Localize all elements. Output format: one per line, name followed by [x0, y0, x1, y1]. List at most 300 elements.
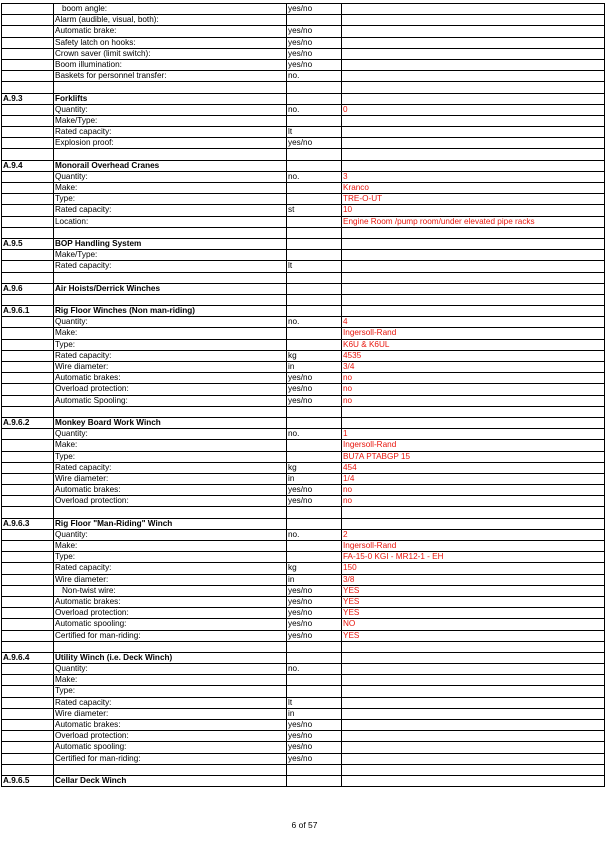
table-row [2, 261, 605, 272]
section-number-cell [2, 585, 54, 596]
item-label-cell: Explosion proof: [54, 138, 287, 149]
section-number-cell [2, 171, 54, 182]
section-number-cell [2, 529, 54, 540]
value-cell [342, 138, 605, 149]
value-cell [342, 283, 605, 294]
table-row [2, 630, 605, 641]
item-label-cell: Quantity: [54, 171, 287, 182]
table-row [2, 183, 605, 194]
section-number-cell [2, 742, 54, 753]
item-label-cell: Make: [54, 541, 287, 552]
section-number-cell [2, 373, 54, 384]
unit-cell [287, 194, 342, 205]
table-row [2, 171, 605, 182]
section-number-cell [2, 205, 54, 216]
value-cell [342, 82, 605, 93]
section-number-cell: A.9.4 [2, 160, 54, 171]
item-label-cell: Rated capacity: [54, 563, 287, 574]
value-cell [342, 720, 605, 731]
section-number-cell [2, 127, 54, 138]
section-number-cell [2, 440, 54, 451]
section-header-row [2, 306, 605, 317]
item-label-cell: Quantity: [54, 664, 287, 675]
section-number-cell [2, 753, 54, 764]
table-row [2, 339, 605, 350]
item-label-cell: Make/Type: [54, 115, 287, 126]
section-number-cell [2, 294, 54, 305]
section-number-cell [2, 619, 54, 630]
value-cell [342, 753, 605, 764]
value-cell [342, 238, 605, 249]
item-label-cell: Wire diameter: [54, 473, 287, 484]
value-cell: 2 [342, 529, 605, 540]
value-cell: no [342, 395, 605, 406]
value-cell [342, 731, 605, 742]
item-label-cell: Rated capacity: [54, 350, 287, 361]
value-cell: FA-15-0 KGI - MR12-1 - EH [342, 552, 605, 563]
unit-cell [287, 541, 342, 552]
item-label-cell [54, 227, 287, 238]
item-label-cell: Rated capacity: [54, 127, 287, 138]
unit-cell: no. [287, 171, 342, 182]
unit-cell: yes/no [287, 395, 342, 406]
value-cell: no [342, 384, 605, 395]
value-cell [342, 417, 605, 428]
table-row [2, 596, 605, 607]
value-cell [342, 294, 605, 305]
unit-cell: no. [287, 104, 342, 115]
table-row [2, 753, 605, 764]
table-row [2, 451, 605, 462]
section-number-cell [2, 764, 54, 775]
unit-cell: yes/no [287, 496, 342, 507]
table-row [2, 697, 605, 708]
section-number-cell [2, 115, 54, 126]
table-row [2, 26, 605, 37]
section-number-cell [2, 462, 54, 473]
unit-cell: yes/no [287, 384, 342, 395]
unit-cell: yes/no [287, 731, 342, 742]
section-number-cell [2, 641, 54, 652]
table-row [2, 115, 605, 126]
section-number-cell [2, 194, 54, 205]
section-number-cell [2, 552, 54, 563]
spacer-row [2, 641, 605, 652]
table-row [2, 317, 605, 328]
section-number-cell [2, 104, 54, 115]
section-number-cell [2, 216, 54, 227]
table-row [2, 384, 605, 395]
value-cell [342, 261, 605, 272]
section-header-row [2, 93, 605, 104]
unit-cell: in [287, 574, 342, 585]
unit-cell: yes/no [287, 373, 342, 384]
table-row [2, 529, 605, 540]
unit-cell: no. [287, 429, 342, 440]
section-number-cell: A.9.6.4 [2, 652, 54, 663]
unit-cell [287, 686, 342, 697]
section-number-cell [2, 708, 54, 719]
table-row [2, 250, 605, 261]
item-label-cell: Type: [54, 339, 287, 350]
value-cell: Ingersoll-Rand [342, 440, 605, 451]
section-number-cell [2, 686, 54, 697]
value-cell: YES [342, 585, 605, 596]
table-row [2, 708, 605, 719]
item-label-cell: Quantity: [54, 429, 287, 440]
section-number-cell [2, 675, 54, 686]
table-row [2, 4, 605, 15]
section-number-cell: A.9.6.3 [2, 518, 54, 529]
unit-cell: yes/no [287, 26, 342, 37]
table-row [2, 350, 605, 361]
item-label-cell: Type: [54, 451, 287, 462]
unit-cell [287, 652, 342, 663]
section-number-cell [2, 731, 54, 742]
value-cell: Kranco [342, 183, 605, 194]
unit-cell [287, 15, 342, 26]
section-number-cell [2, 630, 54, 641]
item-label-cell [54, 272, 287, 283]
value-cell [342, 697, 605, 708]
unit-cell [287, 294, 342, 305]
unit-cell: yes/no [287, 59, 342, 70]
unit-cell: no. [287, 317, 342, 328]
item-label-cell: Monkey Board Work Winch [54, 417, 287, 428]
value-cell [342, 127, 605, 138]
section-number-cell: A.9.3 [2, 93, 54, 104]
section-number-cell [2, 183, 54, 194]
unit-cell: yes/no [287, 619, 342, 630]
section-number-cell [2, 395, 54, 406]
value-cell: 4 [342, 317, 605, 328]
table-row [2, 720, 605, 731]
value-cell [342, 149, 605, 160]
section-number-cell: A.9.5 [2, 238, 54, 249]
unit-cell [287, 115, 342, 126]
spacer-row [2, 406, 605, 417]
unit-cell [287, 250, 342, 261]
table-row [2, 563, 605, 574]
item-label-cell: Rated capacity: [54, 261, 287, 272]
table-row [2, 205, 605, 216]
value-cell: Engine Room /pump room/under elevated pipe racks [342, 216, 605, 227]
table-row [2, 742, 605, 753]
unit-cell: yes/no [287, 596, 342, 607]
page-number: 6 of 57 [291, 820, 318, 830]
item-label-cell: Overload protection: [54, 731, 287, 742]
value-cell: no [342, 496, 605, 507]
value-cell [342, 250, 605, 261]
table-row [2, 59, 605, 70]
item-label-cell: Automatic brakes: [54, 373, 287, 384]
item-label-cell: Automatic brakes: [54, 720, 287, 731]
item-label-cell [54, 764, 287, 775]
value-cell [342, 227, 605, 238]
unit-cell [287, 183, 342, 194]
section-number-cell [2, 48, 54, 59]
value-cell [342, 59, 605, 70]
value-cell [342, 518, 605, 529]
value-cell [342, 406, 605, 417]
section-number-cell [2, 339, 54, 350]
unit-cell: lt [287, 261, 342, 272]
table-row [2, 373, 605, 384]
value-cell [342, 641, 605, 652]
value-cell [342, 775, 605, 786]
unit-cell [287, 283, 342, 294]
unit-cell [287, 238, 342, 249]
value-cell [342, 664, 605, 675]
item-label-cell [54, 82, 287, 93]
item-label-cell: BOP Handling System [54, 238, 287, 249]
value-cell: no [342, 373, 605, 384]
section-number-cell [2, 596, 54, 607]
section-header-row [2, 518, 605, 529]
value-cell: Ingersoll-Rand [342, 541, 605, 552]
section-number-cell: A.9.6.2 [2, 417, 54, 428]
value-cell [342, 37, 605, 48]
section-number-cell [2, 429, 54, 440]
value-cell [342, 306, 605, 317]
section-header-row [2, 652, 605, 663]
table-row [2, 552, 605, 563]
table-row [2, 731, 605, 742]
unit-cell [287, 149, 342, 160]
unit-cell: in [287, 362, 342, 373]
value-cell: 1 [342, 429, 605, 440]
item-label-cell: Make/Type: [54, 250, 287, 261]
item-label-cell: Location: [54, 216, 287, 227]
value-cell: 454 [342, 462, 605, 473]
unit-cell: lt [287, 697, 342, 708]
table-row [2, 429, 605, 440]
item-label-cell: Overload protection: [54, 384, 287, 395]
spacer-row [2, 507, 605, 518]
item-label-cell: Quantity: [54, 317, 287, 328]
value-cell [342, 764, 605, 775]
value-cell [342, 708, 605, 719]
section-number-cell [2, 71, 54, 82]
item-label-cell: Automatic brake: [54, 26, 287, 37]
table-row [2, 574, 605, 585]
value-cell [342, 15, 605, 26]
table-row [2, 362, 605, 373]
item-label-cell: Boom illumination: [54, 59, 287, 70]
unit-cell: st [287, 205, 342, 216]
value-cell: YES [342, 630, 605, 641]
item-label-cell: Overload protection: [54, 496, 287, 507]
section-number-cell [2, 328, 54, 339]
value-cell [342, 507, 605, 518]
unit-cell: yes/no [287, 753, 342, 764]
section-number-cell [2, 15, 54, 26]
item-label-cell: Automatic spooling: [54, 742, 287, 753]
unit-cell [287, 306, 342, 317]
table-row [2, 485, 605, 496]
unit-cell: yes/no [287, 608, 342, 619]
unit-cell [287, 406, 342, 417]
item-label-cell: Automatic brakes: [54, 485, 287, 496]
unit-cell: kg [287, 563, 342, 574]
unit-cell: in [287, 708, 342, 719]
value-cell [342, 93, 605, 104]
value-cell [342, 742, 605, 753]
value-cell: NO [342, 619, 605, 630]
value-cell [342, 675, 605, 686]
section-number-cell [2, 485, 54, 496]
table-row [2, 664, 605, 675]
value-cell [342, 48, 605, 59]
value-cell [342, 686, 605, 697]
value-cell: TRE-O-UT [342, 194, 605, 205]
item-label-cell: Make: [54, 328, 287, 339]
item-label-cell: Safety latch on hooks: [54, 37, 287, 48]
section-number-cell [2, 59, 54, 70]
item-label-cell: Make: [54, 183, 287, 194]
section-number-cell [2, 574, 54, 585]
value-cell: K6U & K6UL [342, 339, 605, 350]
table-row [2, 675, 605, 686]
unit-cell: no. [287, 664, 342, 675]
table-row [2, 48, 605, 59]
unit-cell [287, 272, 342, 283]
value-cell [342, 652, 605, 663]
section-number-cell [2, 4, 54, 15]
section-number-cell [2, 384, 54, 395]
unit-cell: yes/no [287, 630, 342, 641]
value-cell: no [342, 485, 605, 496]
table-row [2, 686, 605, 697]
section-number-cell [2, 406, 54, 417]
value-cell: 3 [342, 171, 605, 182]
section-number-cell [2, 317, 54, 328]
unit-cell [287, 216, 342, 227]
table-row [2, 541, 605, 552]
section-number-cell [2, 37, 54, 48]
spacer-row [2, 764, 605, 775]
section-header-row [2, 775, 605, 786]
section-header-row [2, 160, 605, 171]
item-label-cell: Type: [54, 194, 287, 205]
item-label-cell: Non-twist wire: [54, 585, 287, 596]
unit-cell [287, 552, 342, 563]
unit-cell [287, 451, 342, 462]
unit-cell: yes/no [287, 4, 342, 15]
unit-cell: yes/no [287, 138, 342, 149]
spacer-row [2, 82, 605, 93]
item-label-cell: Baskets for personnel transfer: [54, 71, 287, 82]
table-row [2, 104, 605, 115]
item-label-cell: Certified for man-riding: [54, 753, 287, 764]
table-row [2, 608, 605, 619]
section-number-cell [2, 541, 54, 552]
section-number-cell [2, 350, 54, 361]
section-number-cell [2, 250, 54, 261]
unit-cell [287, 339, 342, 350]
item-label-cell [54, 507, 287, 518]
unit-cell: yes/no [287, 37, 342, 48]
item-label-cell: Utility Winch (i.e. Deck Winch) [54, 652, 287, 663]
item-label-cell: Type: [54, 552, 287, 563]
unit-cell [287, 641, 342, 652]
table-row [2, 216, 605, 227]
value-cell: 3/8 [342, 574, 605, 585]
unit-cell [287, 518, 342, 529]
item-label-cell: Automatic Spooling: [54, 395, 287, 406]
unit-cell: yes/no [287, 742, 342, 753]
table-row [2, 585, 605, 596]
equipment-spec-sheet [1, 3, 604, 787]
value-cell: BU7A PTABGP 15 [342, 451, 605, 462]
item-label-cell: Air Hoists/Derrick Winches [54, 283, 287, 294]
item-label-cell: Wire diameter: [54, 362, 287, 373]
value-cell: 1/4 [342, 473, 605, 484]
item-label-cell: Forklifts [54, 93, 287, 104]
table-row [2, 328, 605, 339]
unit-cell: lt [287, 127, 342, 138]
value-cell: 4535 [342, 350, 605, 361]
unit-cell: in [287, 473, 342, 484]
item-label-cell: Crown saver (limit switch): [54, 48, 287, 59]
unit-cell: kg [287, 350, 342, 361]
value-cell: 0 [342, 104, 605, 115]
value-cell [342, 4, 605, 15]
section-number-cell [2, 26, 54, 37]
spacer-row [2, 149, 605, 160]
unit-cell [287, 507, 342, 518]
table-row [2, 37, 605, 48]
unit-cell: yes/no [287, 48, 342, 59]
spec-table-body [2, 4, 605, 787]
section-number-cell [2, 664, 54, 675]
section-number-cell [2, 720, 54, 731]
section-header-row [2, 417, 605, 428]
item-label-cell: Quantity: [54, 104, 287, 115]
item-label-cell: boom angle: [54, 4, 287, 15]
value-cell [342, 26, 605, 37]
unit-cell: yes/no [287, 585, 342, 596]
unit-cell [287, 440, 342, 451]
value-cell: Ingersoll-Rand [342, 328, 605, 339]
item-label-cell: Wire diameter: [54, 574, 287, 585]
table-row [2, 194, 605, 205]
value-cell [342, 160, 605, 171]
value-cell: YES [342, 608, 605, 619]
unit-cell [287, 764, 342, 775]
item-label-cell: Automatic brakes: [54, 596, 287, 607]
item-label-cell: Automatic spooling: [54, 619, 287, 630]
value-cell [342, 71, 605, 82]
table-row [2, 473, 605, 484]
unit-cell [287, 775, 342, 786]
item-label-cell: Make: [54, 675, 287, 686]
value-cell [342, 115, 605, 126]
section-number-cell: A.9.6 [2, 283, 54, 294]
section-number-cell [2, 362, 54, 373]
section-number-cell: A.9.6.1 [2, 306, 54, 317]
item-label-cell: Rated capacity: [54, 205, 287, 216]
item-label-cell: Overload protection: [54, 608, 287, 619]
value-cell: 3/4 [342, 362, 605, 373]
section-number-cell [2, 496, 54, 507]
section-number-cell [2, 608, 54, 619]
item-label-cell [54, 149, 287, 160]
unit-cell: yes/no [287, 485, 342, 496]
unit-cell [287, 82, 342, 93]
item-label-cell: Rated capacity: [54, 462, 287, 473]
value-cell: 10 [342, 205, 605, 216]
